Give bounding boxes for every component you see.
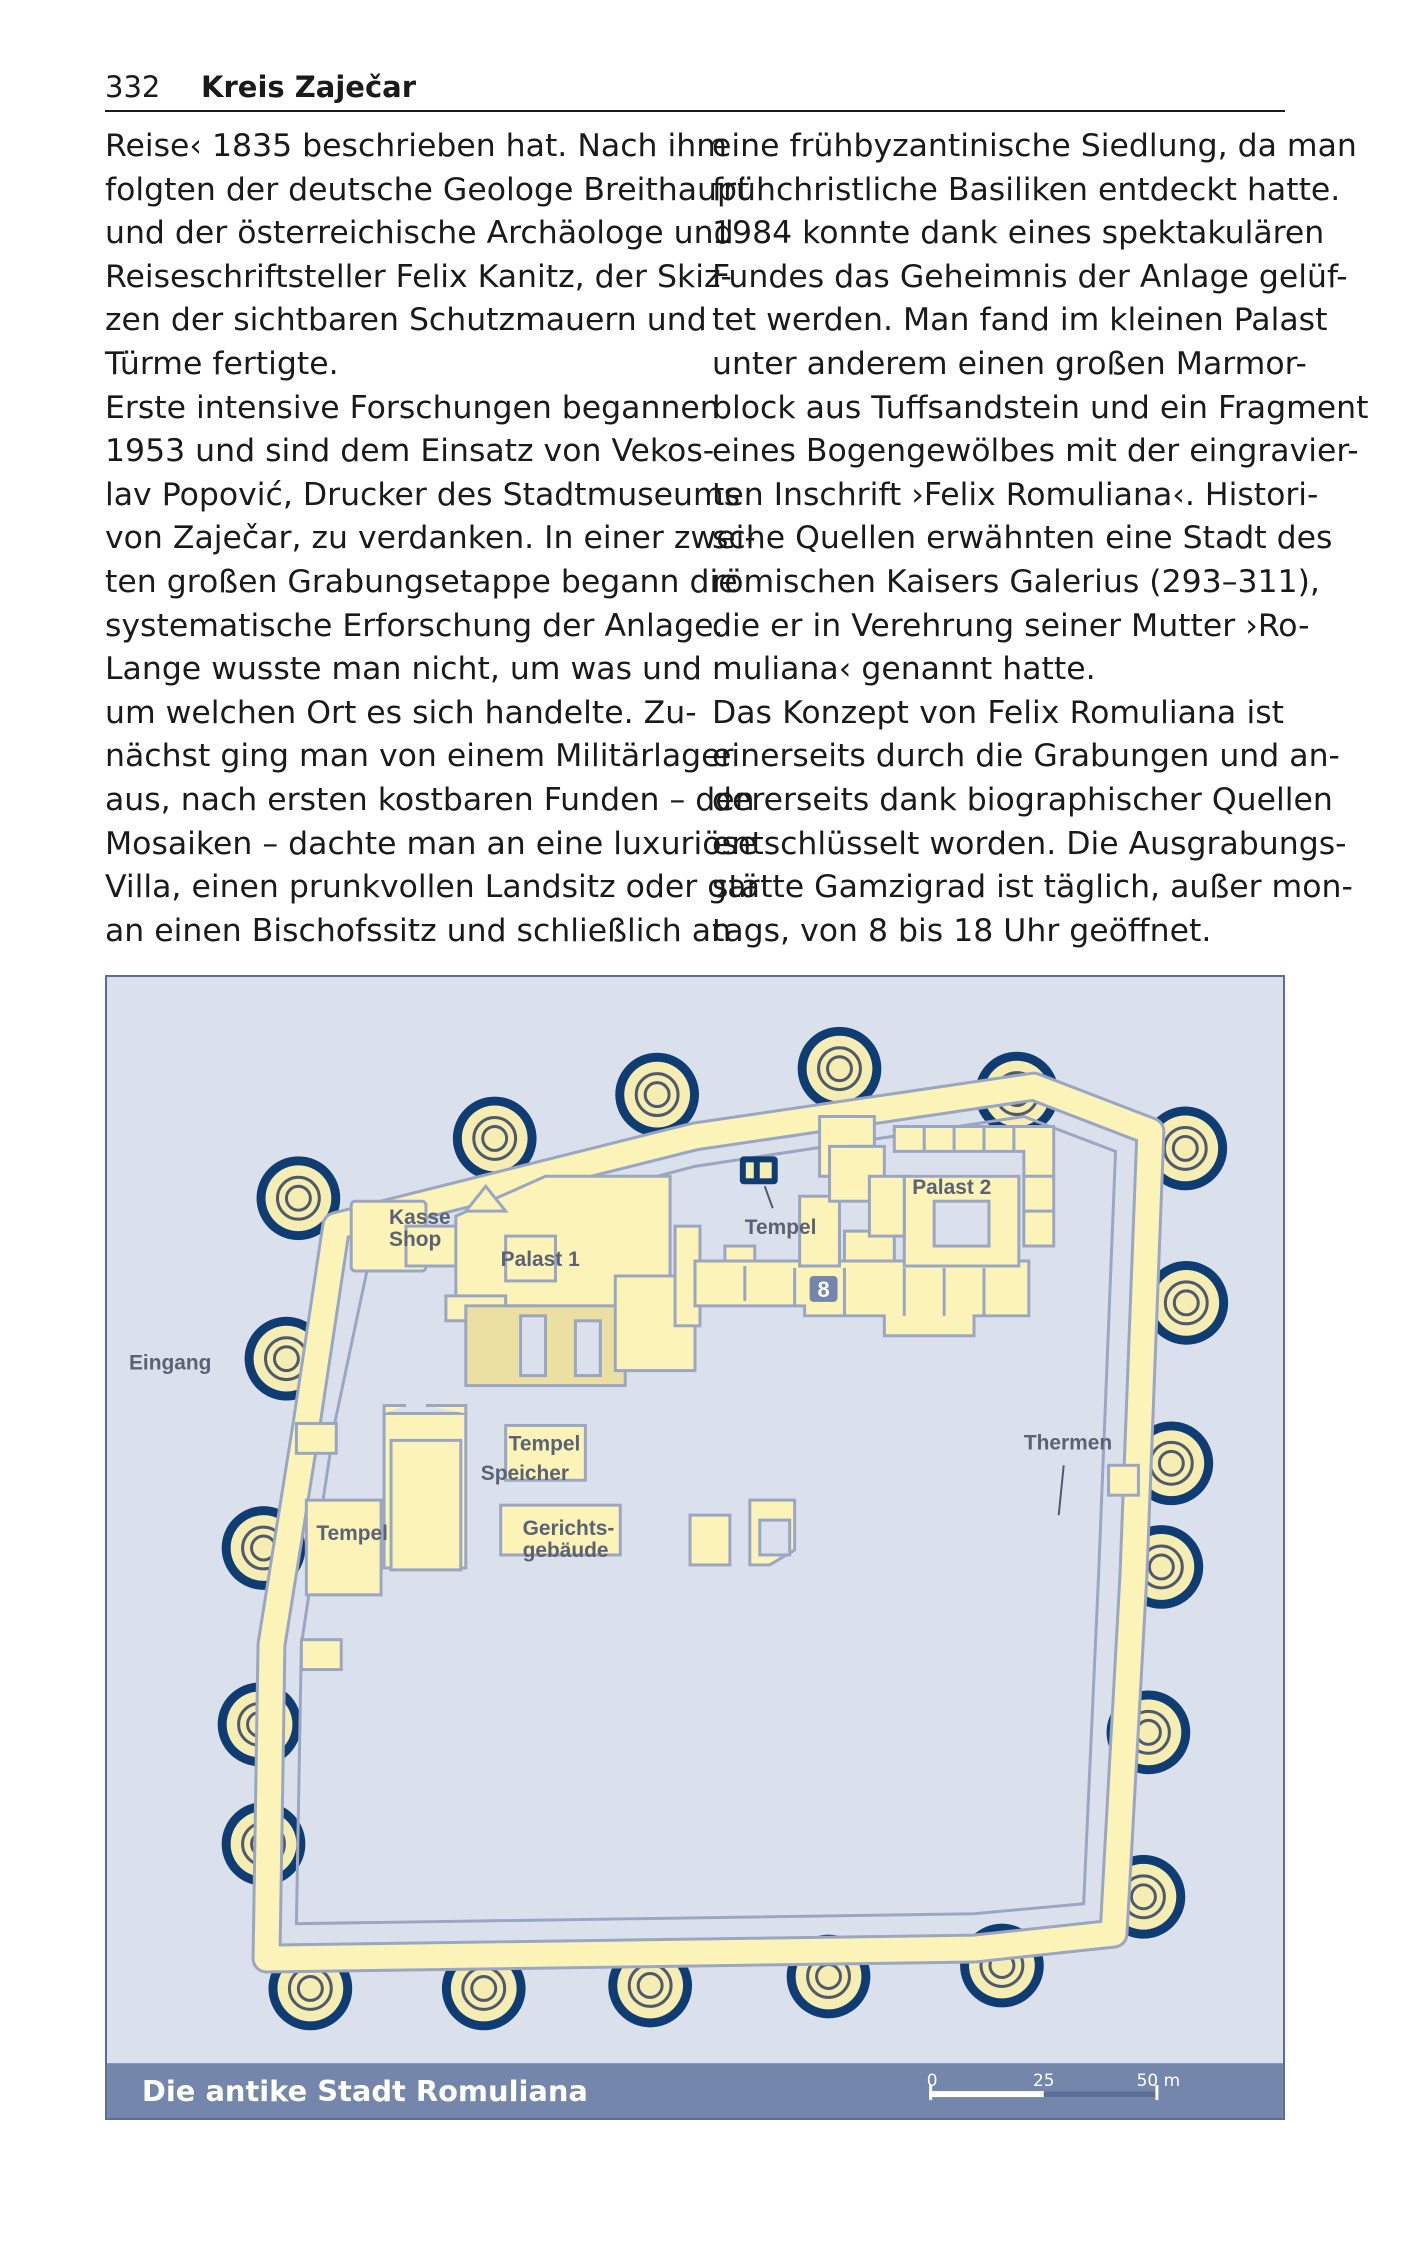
label-speicher: Speicher xyxy=(480,1462,570,1486)
text-line: Villa, einen prunkvollen Landsitz oder gar xyxy=(105,869,760,906)
text-line: an einen Bischofssitz und schließlich an xyxy=(105,912,732,949)
text-line: entschlüsselt worden. Die Ausgrabungs- xyxy=(712,825,1347,862)
map-title-band xyxy=(107,2063,1283,2118)
text-line: um welchen Ort es sich handelte. Zu- xyxy=(105,694,697,731)
running-header xyxy=(105,68,1285,112)
label-gericht-1: Gerichts- xyxy=(522,1517,615,1541)
marker-label: 8 xyxy=(817,1276,830,1302)
text-line: Erste intensive Forschungen begannen xyxy=(105,389,720,426)
label-tempel-north: Tempel xyxy=(744,1216,817,1240)
text-line: Reiseschriftsteller Felix Kanitz, der Skiz- xyxy=(105,258,732,295)
text-line: Das Konzept von Felix Romuliana ist xyxy=(712,694,1284,731)
page-number: 332 xyxy=(105,70,161,104)
scale-tick-50: 50 m xyxy=(1136,2070,1181,2091)
text-line: tags, von 8 bis 18 Uhr geöffnet. xyxy=(712,912,1212,949)
label-tempel-west: Tempel xyxy=(316,1522,388,1546)
marker-8 xyxy=(810,1276,838,1302)
label-eingang: Eingang xyxy=(128,1351,212,1375)
text-line: block aus Tuffsandstein und ein Fragment xyxy=(712,389,1369,426)
text-line: und der österreichische Archäologe und xyxy=(105,215,734,252)
text-line: ten großen Grabungsetappe begann die xyxy=(105,563,738,600)
label-palast-2: Palast 2 xyxy=(912,1176,992,1200)
text-column-left xyxy=(105,125,760,953)
text-line: frühchristliche Basiliken entdeckt hatte. xyxy=(712,171,1341,208)
scale-tick-0: 0 xyxy=(926,2070,938,2091)
map-title: Die antike Stadt Romuliana xyxy=(141,2074,588,2109)
text-line: eines Bogengewölbes mit der eingravier- xyxy=(712,433,1359,470)
label-kasse: Kasse xyxy=(389,1206,451,1230)
text-line: systematische Erforschung der Anlage. xyxy=(105,607,724,644)
text-line: unter anderem einen großen Marmor- xyxy=(712,345,1307,382)
text-line: Türme fertigte. xyxy=(105,345,339,382)
text-line: stätte Gamzigrad ist täglich, außer mon- xyxy=(712,869,1353,906)
text-line: 1953 und sind dem Einsatz von Vekos- xyxy=(105,433,715,470)
label-thermen: Thermen xyxy=(1023,1431,1113,1455)
site-map-drawing xyxy=(107,977,1283,2118)
text-line: Reise‹ 1835 beschrieben hat. Nach ihm xyxy=(105,128,727,164)
label-gericht-2: gebäude xyxy=(522,1538,609,1562)
text-line: zen der sichtbaren Schutzmauern und xyxy=(105,302,707,339)
text-line: Mosaiken – dachte man an eine luxuriöse xyxy=(105,825,758,862)
text-line: dererseits dank biographischer Quellen xyxy=(712,781,1333,818)
label-shop: Shop xyxy=(389,1228,442,1252)
text-line: Fundes das Geheimnis der Anlage gelüf- xyxy=(712,258,1348,295)
text-line: römischen Kaisers Galerius (293–311), xyxy=(712,563,1320,600)
text-line: ten Inschrift ›Felix Romuliana‹. Histori- xyxy=(712,476,1319,513)
text-line: folgten der deutsche Geologe Breithaupt xyxy=(105,171,750,208)
text-line: 1984 konnte dank eines spektakulären xyxy=(712,215,1325,252)
chapter-title: Kreis Zaječar xyxy=(201,70,417,104)
text-line: muliana‹ genannt hatte. xyxy=(712,651,1096,688)
text-line: einerseits durch die Grabungen und an- xyxy=(712,738,1340,775)
text-line: sche Quellen erwähnten eine Stadt des xyxy=(712,520,1333,557)
text-line: aus, nach ersten kostbaren Funden – den xyxy=(105,781,755,818)
text-line: die er in Verehrung seiner Mutter ›Ro- xyxy=(712,607,1310,644)
site-map xyxy=(105,975,1285,2120)
text-column-right xyxy=(712,125,1369,953)
text-line: lav Popović, Drucker des Stadtmuseums xyxy=(105,476,741,513)
text-line: eine frühbyzantinische Siedlung, da man xyxy=(712,128,1357,164)
text-line: tet werden. Man fand im kleinen Palast xyxy=(712,302,1328,339)
label-palast-1: Palast 1 xyxy=(500,1247,580,1271)
label-tempel-center: Tempel xyxy=(508,1432,581,1456)
scale-tick-25: 25 xyxy=(1032,2070,1055,2091)
text-line: nächst ging man von einem Militärlager xyxy=(105,738,734,775)
text-line: von Zaječar, zu verdanken. In einer zwei- xyxy=(105,520,756,557)
text-line: Lange wusste man nicht, um was und xyxy=(105,651,702,688)
